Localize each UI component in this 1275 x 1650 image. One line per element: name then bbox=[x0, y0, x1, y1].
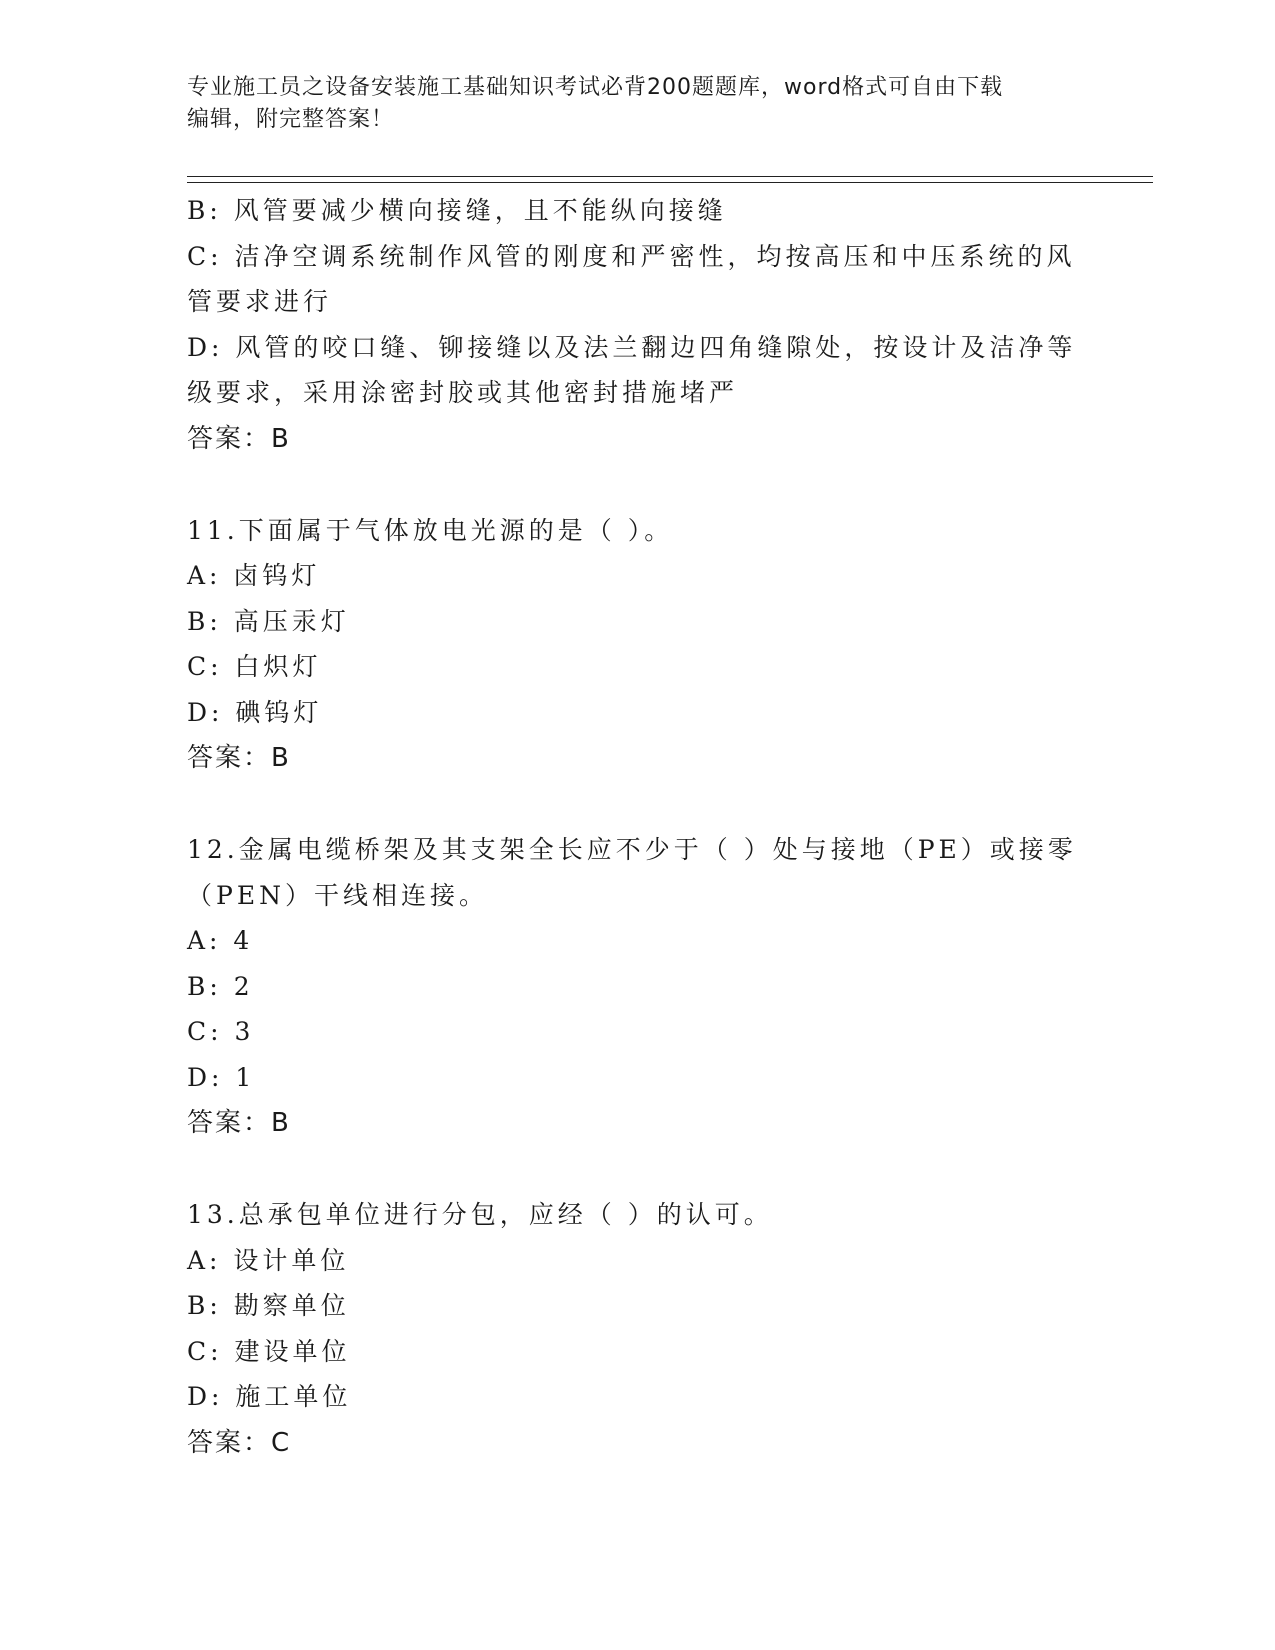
answer: 答案：B bbox=[187, 743, 291, 773]
option-a: A: 4 bbox=[187, 926, 254, 955]
spacer bbox=[187, 781, 1087, 827]
question-text: 11.下面属于气体放电光源的是（ ）。 bbox=[187, 515, 674, 545]
document-header bbox=[187, 72, 1067, 136]
question-text: 13.总承包单位进行分包，应经（ ）的认可。 bbox=[187, 1200, 773, 1229]
answer: 答案：B bbox=[187, 423, 291, 454]
header-divider-top bbox=[187, 176, 1153, 177]
option-a: A: 卤钨灯 bbox=[187, 561, 321, 590]
question-list bbox=[187, 188, 1087, 1466]
option-d: D: 1 bbox=[187, 1062, 256, 1092]
question-12 bbox=[187, 827, 1087, 1146]
question-13 bbox=[187, 1192, 1087, 1466]
option-b: B: 风管要减少横向接缝，且不能纵向接缝 bbox=[187, 196, 727, 225]
spacer bbox=[187, 462, 1087, 508]
question-11 bbox=[187, 508, 1087, 782]
option-d: D: 碘钨灯 bbox=[187, 697, 323, 727]
option-d: D: 施工单位 bbox=[187, 1382, 352, 1411]
option-b: B: 勘察单位 bbox=[187, 1291, 350, 1320]
question-text-line-1: 12.金属电缆桥架及其支架全长应不少于（ ）处与接地（PE）或接零 bbox=[187, 835, 1077, 864]
option-a: A: 设计单位 bbox=[187, 1245, 350, 1275]
question-10-continued bbox=[187, 188, 1087, 462]
option-c: C: 白炽灯 bbox=[187, 652, 322, 681]
header-line-2: 编辑，附完整答案！ bbox=[187, 107, 395, 132]
spacer bbox=[187, 1146, 1087, 1192]
option-b: B: 2 bbox=[187, 971, 254, 1001]
answer: 答案：C bbox=[187, 1427, 292, 1458]
option-d-line-2: 级要求，采用涂密封胶或其他密封措施堵严 bbox=[187, 378, 739, 407]
option-c-line-1: C: 洁净空调系统制作风管的刚度和严密性，均按高压和中压系统的风 bbox=[187, 241, 1076, 271]
option-b: B: 高压汞灯 bbox=[187, 606, 350, 636]
header-line-1: 专业施工员之设备安装施工基础知识考试必背200题题库，word格式可自由下载 bbox=[187, 75, 1004, 100]
question-text-line-2: （PEN）干线相连接。 bbox=[187, 880, 488, 910]
option-c: C: 3 bbox=[187, 1017, 255, 1046]
option-d-line-1: D: 风管的咬口缝、铆接缝以及法兰翻边四角缝隙处，按设计及洁净等 bbox=[187, 332, 1077, 362]
option-c: C: 建设单位 bbox=[187, 1336, 351, 1366]
header-divider-bottom bbox=[187, 182, 1153, 183]
option-c-line-2: 管要求进行 bbox=[187, 287, 333, 316]
answer: 答案：B bbox=[187, 1108, 291, 1138]
